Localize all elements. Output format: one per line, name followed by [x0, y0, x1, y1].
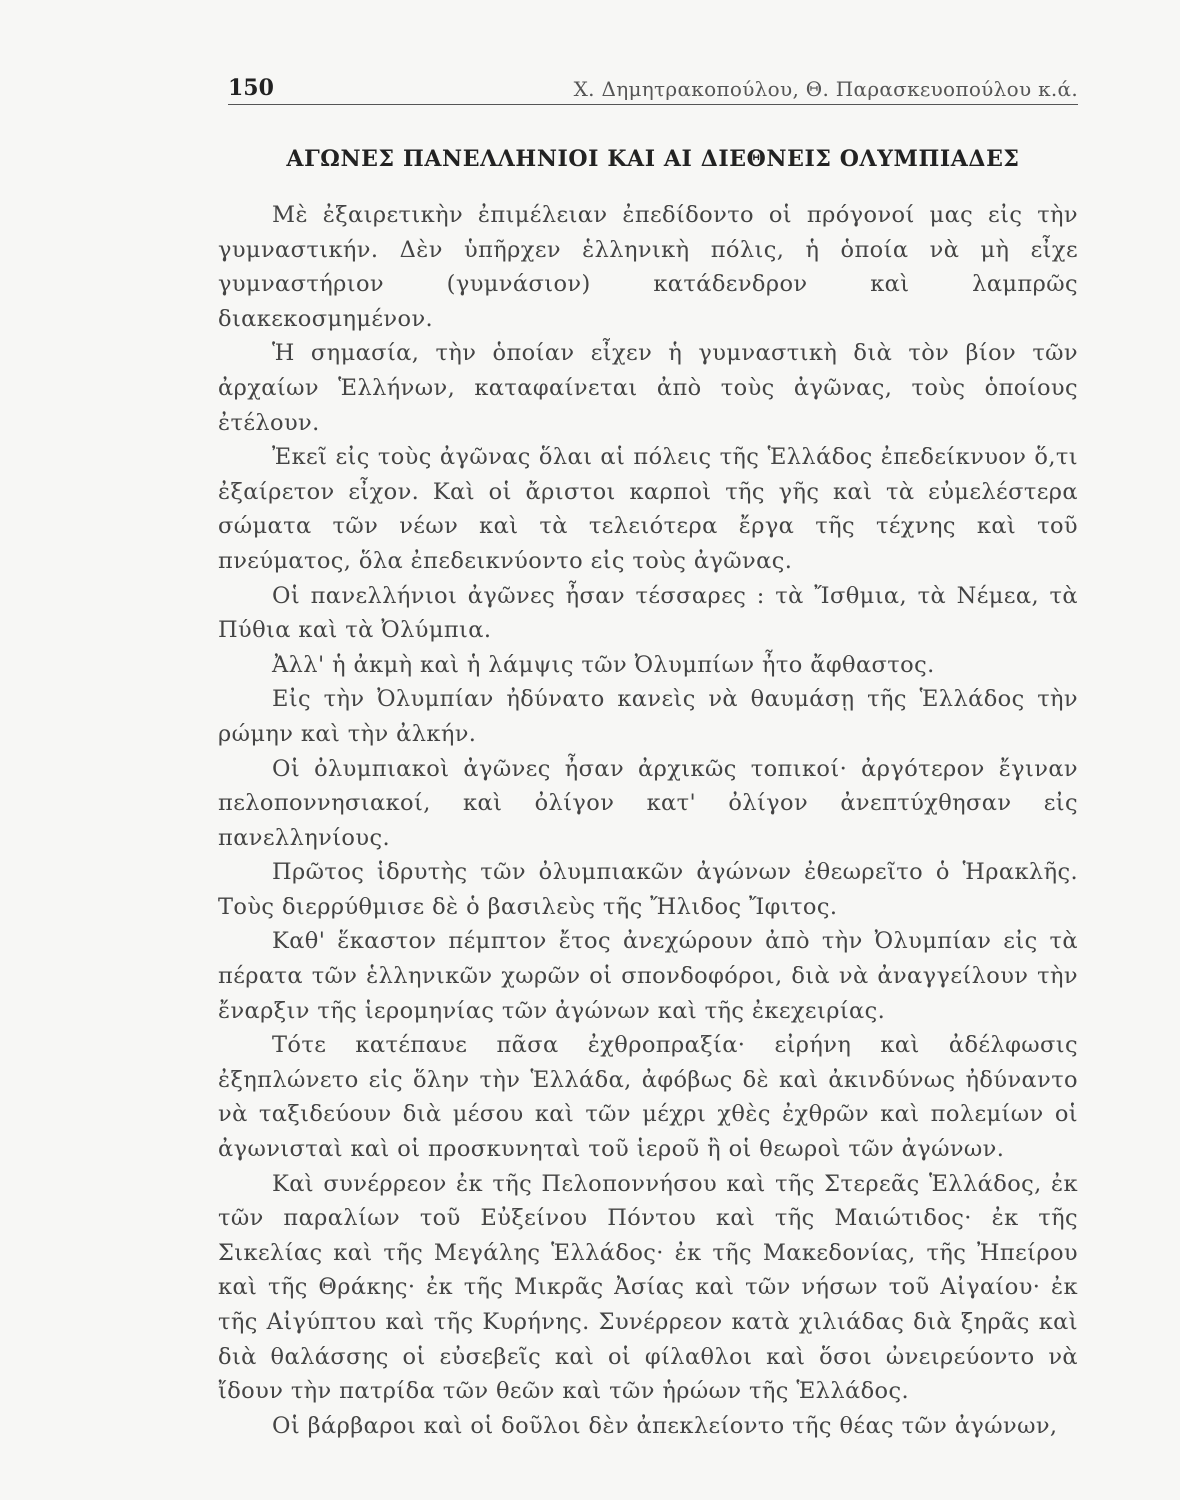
paragraph: Μὲ ἐξαιρετικὴν ἐπιμέλειαν ἐπεδίδοντο οἱ πρόγονοί μας εἰς τὴν γυμναστικήν. Δὲν ὑπῆρχεν ἑλληνικὴ πόλις, ἡ ὁποία νὰ μὴ εἶχε γυμναστήριον (γυμνάσιον) κατάδενδρον καὶ λαμπρῶς διακεκοσμημένον. [218, 202, 1078, 332]
body-text [218, 198, 1078, 1443]
paragraph: Οἱ ὀλυμπιακοὶ ἀγῶνες ἦσαν ἀρχικῶς τοπικοί· ἀργότερον ἔγιναν πελοποννησιακοί, καὶ ὀλίγον κατ' ὀλίγον ἀνεπτύχθησαν εἰς πανελληνίους. [218, 755, 1078, 851]
paragraph: Πρῶτος ἱδρυτὴς τῶν ὀλυμπιακῶν ἀγώνων ἐθεωρεῖτο ὁ Ἡρακλῆς. Τοὺς διερρύθμισε δὲ ὁ βασιλεὺς τῆς Ἤλιδος Ἴφιτος. [218, 859, 1078, 920]
section-title: ΑΓΩΝΕΣ ΠΑΝΕΛΛΗΝΙΟΙ ΚΑΙ ΑΙ ΔΙΕΘΝΕΙΣ ΟΛΥΜΠΙΑΔΕΣ [286, 146, 1020, 172]
paragraph: Καθ' ἕκαστον πέμπτον ἔτος ἀνεχώρουν ἀπὸ τὴν Ὀλυμπίαν εἰς τὰ πέρατα τῶν ἑλληνικῶν χωρῶν οἱ σπονδοφόροι, διὰ νὰ ἀναγγείλουν τὴν ἔναρξιν τῆς ἱερομηνίας τῶν ἀγώνων καὶ τῆς ἐκεχειρίας. [218, 928, 1078, 1024]
paragraph: Ἐκεῖ εἰς τοὺς ἀγῶνας ὅλαι αἱ πόλεις τῆς Ἑλλάδος ἐπεδείκνυον ὅ,τι ἐξαίρετον εἶχον. Καὶ οἱ ἄριστοι καρποὶ τῆς γῆς καὶ τὰ εὐμελέστερα σώματα τῶν νέων καὶ τὰ τελειότερα ἔργα τῆς τέχνης καὶ τοῦ πνεύματος, ὅλα ἐπεδεικνύοντο εἰς τοὺς ἀγῶνας. [218, 444, 1078, 574]
page-number: 150 [228, 75, 274, 101]
paragraph: Ἡ σημασία, τὴν ὁποίαν εἶχεν ἡ γυμναστικὴ διὰ τὸν βίον τῶν ἀρχαίων Ἑλλήνων, καταφαίνεται ἀπὸ τοὺς ἀγῶνας, τοὺς ὁποίους ἐτέλουν. [218, 340, 1078, 436]
paragraph: Οἱ βάρβαροι καὶ οἱ δοῦλοι δὲν ἀπεκλείοντο τῆς θέας τῶν ἀγώνων, [272, 1412, 1058, 1439]
paragraph: Καὶ συνέρρεον ἐκ τῆς Πελοποννήσου καὶ τῆς Στερεᾶς Ἑλλάδος, ἐκ τῶν παραλίων τοῦ Εὐξείνου Πόντου καὶ τῆς Μαιώτιδος· ἐκ τῆς Σικελίας καὶ τῆς Μεγάλης Ἑλλάδος· ἐκ τῆς Μακεδονίας, τῆς Ἠπείρου καὶ τῆς Θράκης· ἐκ τῆς Μικρᾶς Ἀσίας καὶ τῶν νήσων τοῦ Αἰγαίου· ἐκ τῆς Αἰγύπτου καὶ τῆς Κυρήνης. Συνέρρεον κατὰ χιλιάδας διὰ ξηρᾶς καὶ διὰ θαλάσσης οἱ εὐσεβεῖς καὶ οἱ φίλαθλοι καὶ ὅσοι ὠνειρεύοντο νὰ ἴδουν τὴν πατρίδα τῶν θεῶν καὶ τῶν ἡρώων τῆς Ἑλλάδος. [218, 1170, 1078, 1405]
running-head: Χ. Δημητρακοπούλου, Θ. Παρασκευοπούλου κ.ά. [573, 77, 1078, 101]
paragraph: Τότε κατέπαυε πᾶσα ἐχθροπραξία· εἰρήνη καὶ ἀδέλφωσις ἐξηπλώνετο εἰς ὅλην τὴν Ἑλλάδα, ἀφόβως δὲ καὶ ἀκινδύνως ἠδύναντο νὰ ταξιδεύουν διὰ μέσου καὶ τῶν μέχρι χθὲς ἐχθρῶν καὶ πολεμίων οἱ ἀγωνισταὶ καὶ οἱ προσκυνηταὶ τοῦ ἱεροῦ ἢ οἱ θεωροὶ τῶν ἀγώνων. [218, 1032, 1078, 1163]
paragraph: Οἱ πανελλήνιοι ἀγῶνες ἦσαν τέσσαρες : τὰ Ἴσθμια, τὰ Νέμεα, τὰ Πύθια καὶ τὰ Ὀλύμπια. [218, 582, 1078, 644]
paragraph: Ἀλλ' ἡ ἀκμὴ καὶ ἡ λάμψις τῶν Ὀλυμπίων ἦτο ἄφθαστος. [272, 651, 935, 678]
page-header [228, 70, 1078, 105]
paragraph: Εἰς τὴν Ὀλυμπίαν ἠδύνατο κανεὶς νὰ θαυμάσῃ τῆς Ἑλλάδος τὴν ρώμην καὶ τὴν ἀλκήν. [218, 686, 1078, 747]
